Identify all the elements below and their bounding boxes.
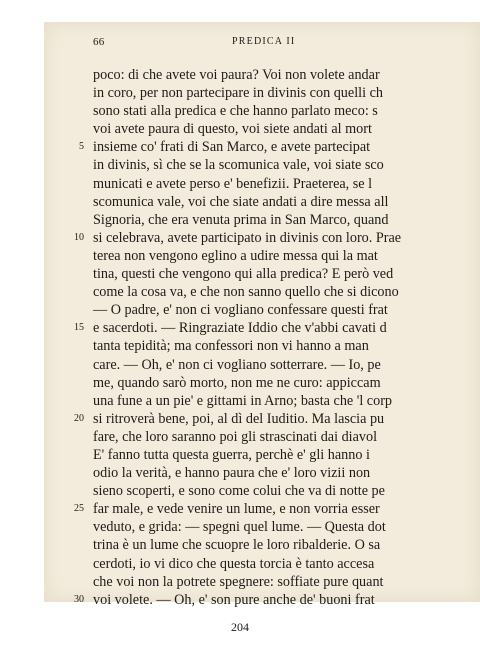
text-line (93, 193, 480, 211)
text-line (93, 156, 480, 174)
line-number: 10 (74, 231, 84, 243)
text-line (93, 536, 480, 554)
line-text: insieme co' frati di San Marco, e avete partecipat (93, 139, 371, 156)
text-line (93, 518, 480, 536)
text-line (79, 138, 480, 156)
text-line (93, 374, 480, 392)
text-line (93, 211, 480, 229)
line-text: fare, che loro saranno poi gli strascinati dai diavol (93, 428, 378, 445)
text-line (93, 446, 480, 464)
line-text: che voi non la potrete spegnere: soffiate pure quant (93, 573, 384, 590)
line-text: tina, questi che vengono qui alla predica? E però ved (93, 266, 394, 283)
text-line (74, 410, 480, 428)
text-line (74, 500, 480, 518)
folio-number: 204 (231, 620, 249, 634)
text-line (93, 102, 480, 120)
line-text: Signoria, che era venuta prima in San Marco, quand (93, 211, 389, 228)
text-line (93, 573, 480, 591)
page-number: 66 (93, 36, 105, 48)
line-text: cerdoti, io vi dico che questa torcia è tanto accesa (93, 555, 375, 572)
text-line (93, 301, 480, 319)
line-text: veduto, e grida: — spegni quel lume. — Questa dot (93, 519, 386, 536)
line-text: in coro, per non partecipare in divinis con quelli ch (93, 85, 383, 102)
line-text: care. — Oh, e' non ci vogliano sotterrare. — Io, pe (93, 356, 381, 373)
text-line (93, 66, 480, 84)
line-text: in divinis, sì che se la scomunica vale, voi siate sco (93, 157, 384, 174)
body-text (74, 66, 480, 609)
line-number: 25 (74, 503, 84, 515)
line-text: tanta tepidità; ma confessori non vi hanno a man (93, 338, 369, 355)
text-line (93, 120, 480, 138)
line-text: poco: di che avete voi paura? Voi non volete andar (93, 67, 380, 83)
text-line (93, 247, 480, 265)
text-line (93, 428, 480, 446)
line-text: municati e avete perso e' benefizii. Praeterea, se l (93, 175, 373, 192)
line-text: una fune a un pie' e gittami in Arno; basta che 'l corp (93, 392, 393, 409)
line-text: sono stati alla predica e che hanno parlato meco: s (93, 103, 378, 120)
text-line (74, 229, 480, 247)
line-number: 30 (74, 593, 84, 605)
text-line (93, 555, 480, 573)
line-text: trina è un lume che scuopre le loro ribalderie. O sa (93, 537, 381, 554)
text-line (93, 175, 480, 193)
line-text: scomunica vale, voi che siate andati a dire messa all (93, 193, 389, 210)
line-number: 20 (74, 412, 84, 424)
line-number: 5 (79, 141, 84, 153)
line-text: come la cosa va, e che non sanno quello che si dicono (93, 284, 399, 301)
text-line (93, 337, 480, 355)
text-line (74, 319, 480, 337)
text-line (93, 392, 480, 410)
line-text: voi volete. — Oh, e' son pure anche de' buoni frat (93, 591, 375, 608)
line-text: — O padre, e' non ci vogliano confessare questi frat (93, 302, 388, 319)
line-text: me, quando sarò morto, non me ne curo: appiccam (93, 374, 381, 391)
line-text: terea non vengono eglino a udire messa qui la mat (93, 247, 378, 264)
text-line (93, 482, 480, 500)
line-text: odio la verità, e hanno paura che e' loro vizii non (93, 465, 371, 482)
line-text: e sacerdoti. — Ringraziate Iddio che v'abbi cavati d (93, 320, 387, 337)
text-line (93, 356, 480, 374)
text-line (93, 283, 480, 301)
line-text: si ritroverà bene, poi, al dì del Iuditio. Ma lascia pu (93, 410, 385, 427)
line-text: si celebrava, avete participato in divinis con loro. Prae (93, 229, 402, 246)
line-text: sieno scoperti, e sono come colui che va di notte pe (93, 483, 385, 500)
line-text: E' fanno tutta questa guerra, perchè e' gli hanno i (93, 446, 370, 463)
text-line (74, 591, 480, 609)
text-line (93, 464, 480, 482)
text-line (93, 84, 480, 102)
text-line (93, 265, 480, 283)
line-text: voi avete paura di questo, voi siete andati al mort (93, 121, 372, 138)
line-text: far male, e vede venire un lume, e non vorria esser (93, 501, 380, 518)
line-number: 15 (74, 322, 84, 334)
running-title: PREDICA II (232, 36, 296, 47)
